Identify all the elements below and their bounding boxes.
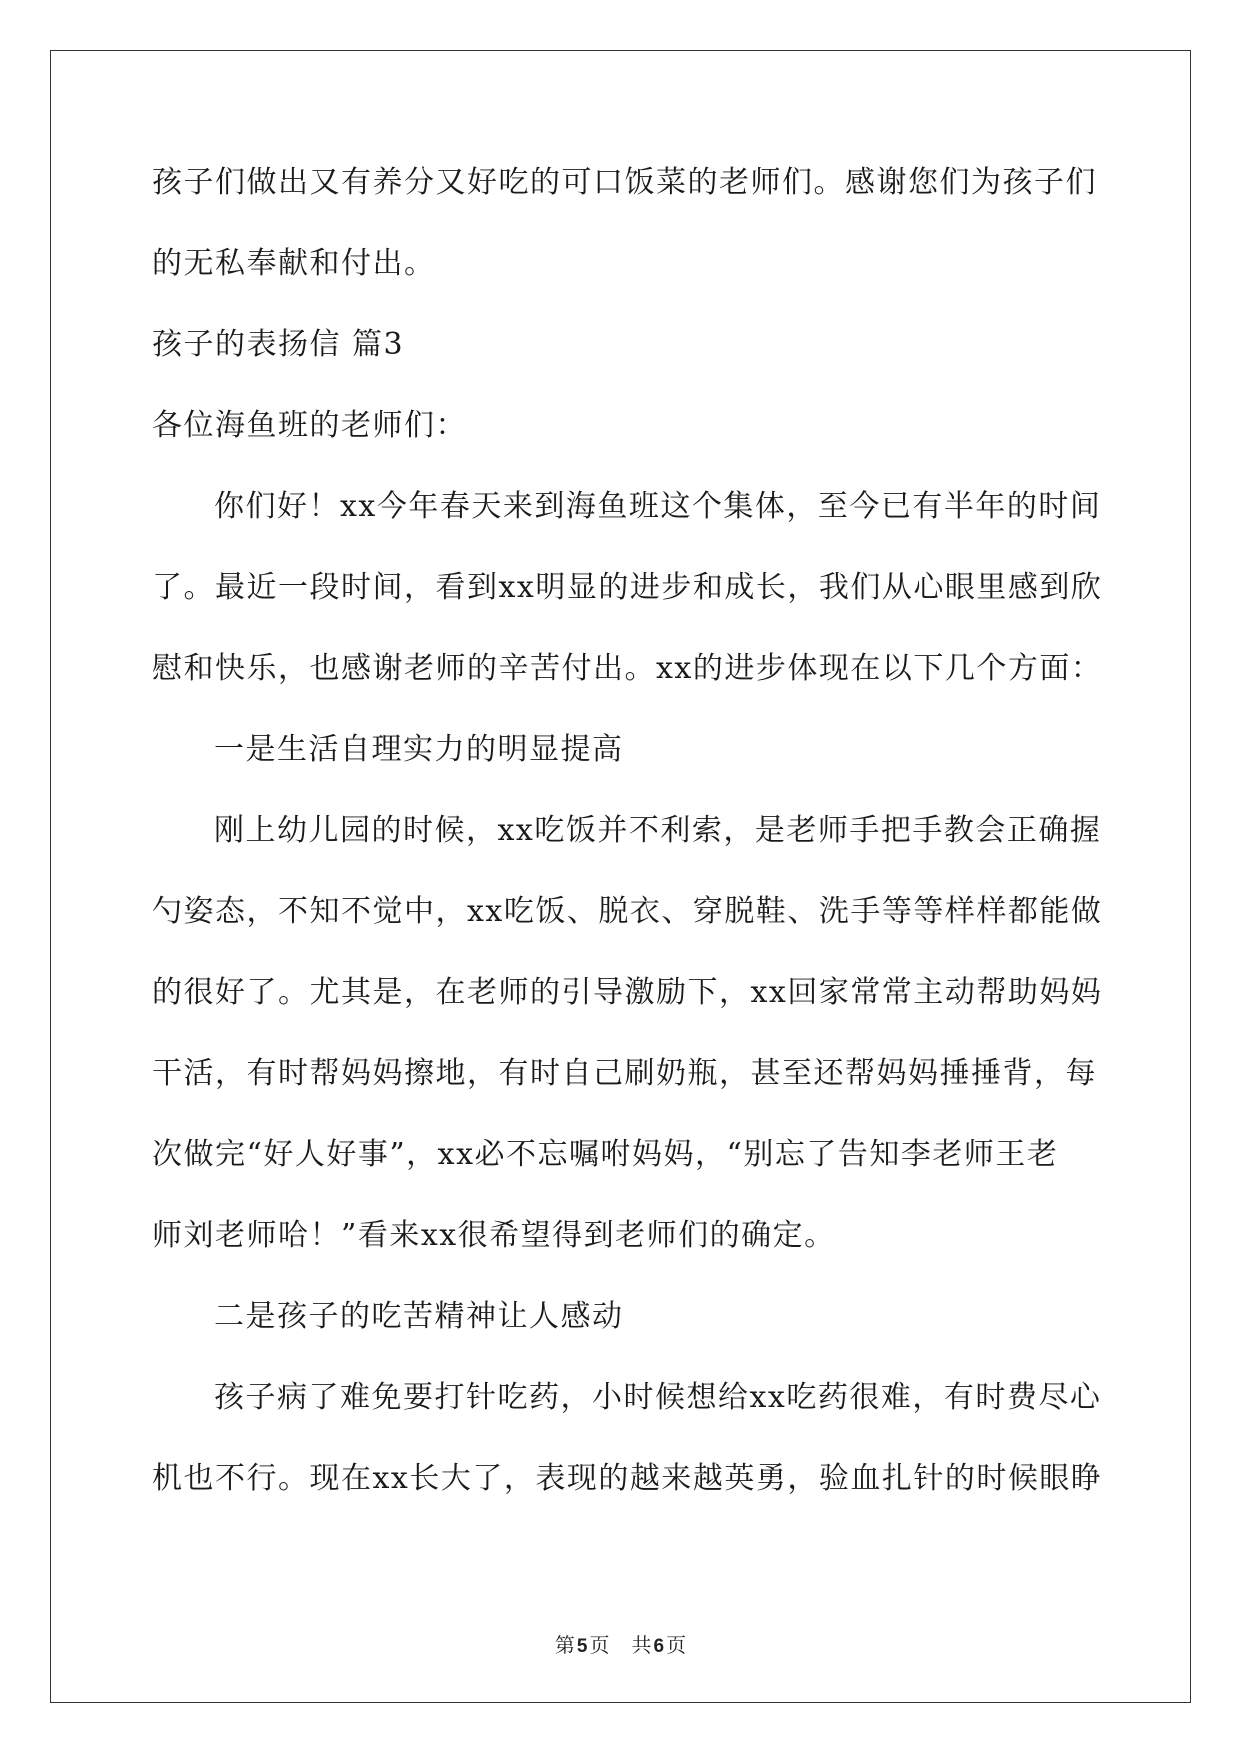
text-line: 的无私奉献和付出。 — [152, 246, 436, 281]
total-page-count: 6 — [653, 1636, 665, 1657]
text-line: 勺姿态，不知不觉中，xx吃饭、脱衣、穿脱鞋、洗手等等样样都能做 — [152, 894, 1103, 929]
footer-page-word: 页 — [589, 1635, 610, 1657]
current-page-number: 5 — [576, 1636, 588, 1657]
salutation: 各位海鱼班的老师们： — [152, 408, 467, 443]
footer-total-prefix: 共 — [631, 1635, 652, 1657]
footer-prefix: 第 — [554, 1635, 575, 1657]
text-line: 孩子病了难免要打针吃药，小时候想给xx吃药很难，有时费尽心 — [214, 1380, 1102, 1415]
subheading: 二是孩子的吃苦精神让人感动 — [214, 1299, 624, 1334]
text-line: 孩子们做出又有养分又好吃的可口饭菜的老师们。感谢您们为孩子们 — [152, 165, 1097, 200]
text-line: 的很好了。尤其是，在老师的引导激励下，xx回家常常主动帮助妈妈 — [152, 975, 1103, 1010]
text-line: 慰和快乐，也感谢老师的辛苦付出。xx的进步体现在以下几个方面： — [152, 651, 1103, 686]
text-line: 你们好！xx今年春天来到海鱼班这个集体，至今已有半年的时间 — [214, 489, 1102, 524]
text-line: 师刘老师哈！”看来xx很希望得到老师们的确定。 — [152, 1218, 836, 1253]
text-line: 了。最近一段时间，看到xx明显的进步和成长，我们从心眼里感到欣 — [152, 570, 1103, 605]
document-body — [152, 165, 1103, 1545]
footer-total-suffix: 页 — [666, 1635, 687, 1657]
text-line: 干活，有时帮妈妈擦地，有时自己刷奶瓶，甚至还帮妈妈捶捶背，每 — [152, 1056, 1097, 1091]
section-heading: 孩子的表扬信 篇3 — [152, 327, 405, 362]
page-footer — [0, 1629, 1241, 1658]
text-line: 次做完“好人好事”，xx必不忘嘱咐妈妈，“别忘了告知李老师王老 — [152, 1137, 1059, 1172]
text-line: 机也不行。现在xx长大了，表现的越来越英勇，验血扎针的时候眼睁 — [152, 1461, 1103, 1496]
subheading: 一是生活自理实力的明显提高 — [214, 732, 624, 767]
text-line: 刚上幼儿园的时候，xx吃饭并不利索，是老师手把手教会正确握 — [214, 813, 1102, 848]
